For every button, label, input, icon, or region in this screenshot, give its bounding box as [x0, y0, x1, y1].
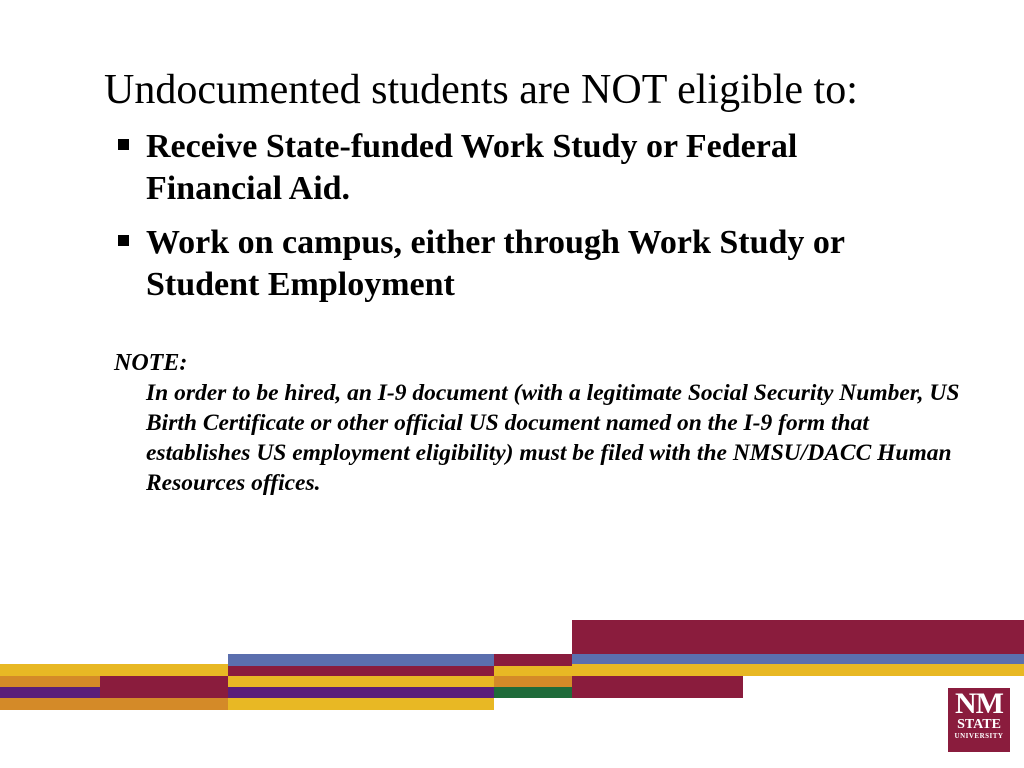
bullet-text: Receive State-funded Work Study or Federal Financial Aid. [146, 128, 798, 207]
bullet-item [114, 222, 934, 306]
nmsu-logo [948, 688, 1010, 752]
band-purple-left [0, 687, 100, 698]
logo-state-text: STATE [957, 717, 1001, 732]
note-block [114, 348, 964, 498]
logo-nm-text: NM [955, 687, 1003, 720]
band-purple-center [228, 687, 494, 698]
band-orange-left [0, 676, 100, 687]
note-label: NOTE: [114, 350, 188, 376]
band-orange-mid [494, 676, 572, 687]
band-gold-mid [494, 666, 572, 676]
bullet-text: Work on campus, either through Work Study or Student Employment [146, 224, 845, 303]
logo-university-text: UNIVERSITY [954, 732, 1004, 740]
square-bullet-icon [118, 235, 129, 246]
band-blue-center [228, 654, 494, 666]
slide-title: Undocumented students are NOT eligible to: [104, 67, 858, 113]
band-gold-left [0, 664, 228, 676]
band-crimson-mid [494, 654, 572, 666]
band-crimson-center [228, 666, 494, 676]
square-bullet-icon [118, 139, 129, 150]
band-green-mid [494, 687, 572, 698]
band-gold-center [228, 676, 494, 687]
band-gold-center-low [228, 698, 494, 710]
band-crimson-left [100, 676, 228, 698]
band-orange-left-low [0, 698, 228, 710]
band-crimson-right-low [572, 676, 743, 698]
band-blue-right [572, 654, 1024, 664]
band-gold-right [572, 664, 1024, 676]
note-body: In order to be hired, an I-9 document (with a legitimate Social Security Number, US Birth Certificate or other official US document named on the I-9 form that establishes US employment eligibility) must be filed with the NMSU/DACC Human Resources offices. [146, 380, 960, 496]
bullet-list [114, 126, 934, 318]
bullet-item [114, 126, 934, 210]
band-crimson-top [572, 620, 1024, 654]
